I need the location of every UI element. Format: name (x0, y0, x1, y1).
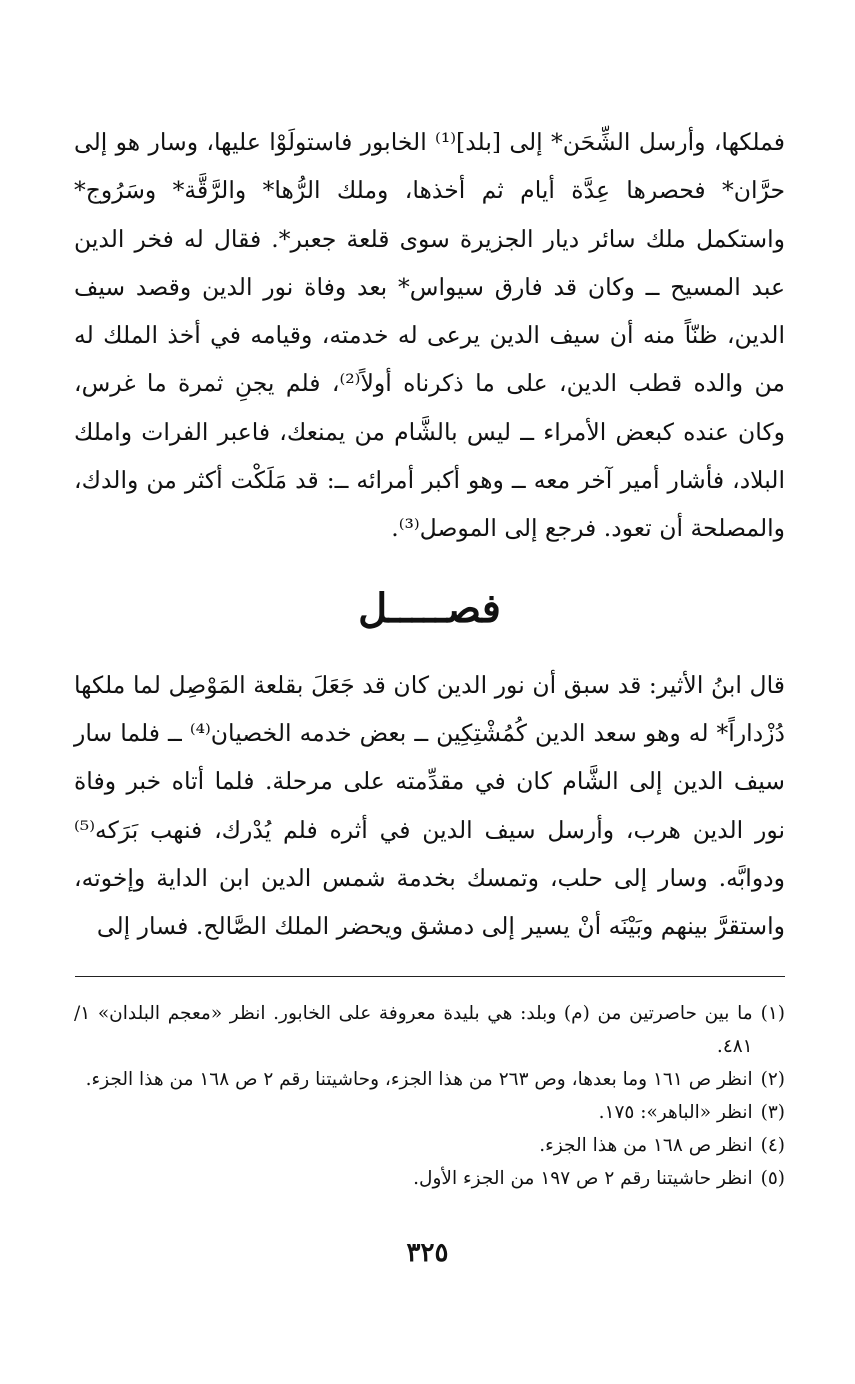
footnote-text: انظر ص ١٦١ وما بعدها، وص ٢٦٣ من هذا الجزء، وحاشيتنا رقم ٢ ص ١٦٨ من هذا الجزء. (85, 1069, 753, 1091)
footnotes (74, 997, 785, 1195)
footnote-number: (١) (760, 1003, 785, 1025)
footnote-text: انظر «الباهر»: ١٧٥. (598, 1102, 753, 1124)
body-paragraph: فملكها، وأرسل الشِّحَن* إلى [بلد]⁽¹⁾ الخابور فاستولَوْا عليها، وسار هو إلى حرَّان* فحصرها عِدَّة أيام ثم أخذها، وملك الرُّها* والرَّقَّة* وسَرُوج* واستكمل ملك سائر ديار الجزيرة سوى قلعة جعبر*. فقال له فخر الدين عبد المسيح ــ وكان قد فارق سيواس* بعد وفاة نور الدين وقصد سيف الدين، ظنّاً منه أن سيف الدين يرعى له خدمته، وقيامه في أخذ الملك له من والده قطب الدين، على ما ذكرناه أولاً⁽²⁾، فلم يجنِ ثمرة ما غرس، وكان عنده كبعض الأمراء ــ ليس بالشَّام من يمنعك، فاعبر الفرات واملك البلاد، فأشار أمير آخر معه ــ وهو أكبر أمرائه ــ: قد مَلَكْت أكثر من والدك، والمصلحة أن تعود. فرجع إلى الموصل⁽³⁾. (74, 128, 786, 543)
footnote-number: (٢) (760, 1069, 785, 1091)
footnote (74, 997, 785, 1063)
footnote-number: (٣) (760, 1102, 785, 1124)
body-paragraph: قال ابنُ الأثير: قد سبق أن نور الدين كان قد جَعَلَ بقلعة المَوْصِل لما ملكها دُزْداراً* له وهو سعد الدين كُمُشْتِكِين ــ بعض خدمه الخصيان⁽⁴⁾ ــ فلما سار سيف الدين إلى الشَّام كان في مقدِّمته على مرحلة. فلما أتاه خبر وفاة نور الدين هرب، وأرسل سيف الدين في أثره فلم يُدْرك، فنهب بَرَكه⁽⁵⁾ ودوابَّه. وسار إلى حلب، وتمسك بخدمة شمس الدين ابن الداية وإخوته، واستقرَّ بينهم وبَيْنَه أنْ يسير إلى دمشق ويحضر الملك الصَّالح. فسار إلى (74, 670, 785, 941)
footnote-text: ما بين حاصرتين من (م) وبلد: هي بليدة معروفة على الخابور. انظر «معجم البلدان» ١/ ٤٨١. (74, 1003, 753, 1058)
footnote-number: (٥) (760, 1168, 785, 1190)
footnote (74, 1129, 785, 1162)
section-heading: فصـــــل (358, 584, 501, 632)
footnote-text: انظر حاشيتنا رقم ٢ ص ١٩٧ من الجزء الأول. (413, 1168, 753, 1190)
footnote-number: (٤) (760, 1135, 785, 1157)
footnote (74, 1162, 785, 1195)
footnote-text: انظر ص ١٦٨ من هذا الجزء. (539, 1135, 753, 1157)
footnote-separator (75, 976, 785, 977)
footnote (74, 1096, 785, 1129)
footnote (74, 1063, 785, 1096)
page-number: ٣٢٥ (406, 1238, 449, 1268)
